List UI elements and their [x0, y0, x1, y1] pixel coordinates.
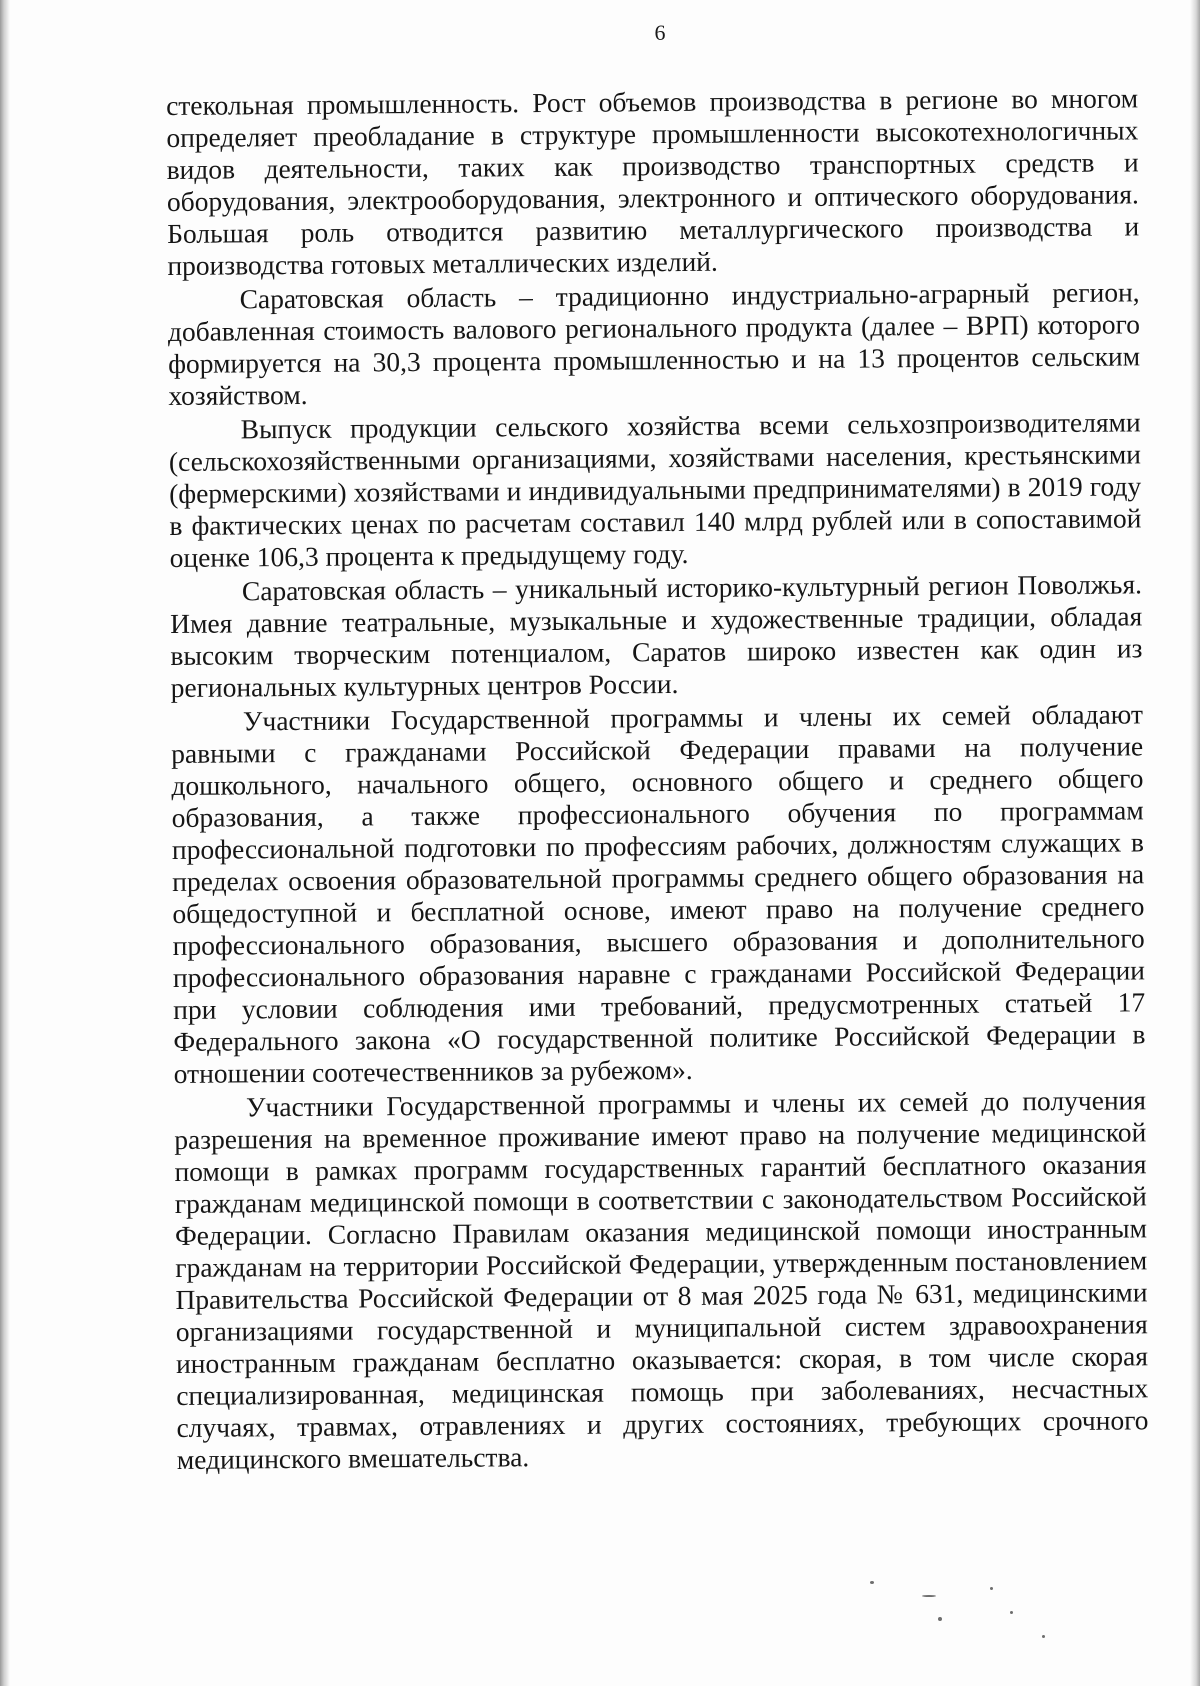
scan-speck	[990, 1587, 993, 1590]
paragraph-education-rights: Участники Государственной программы и члены их семей обладают равными с гражданами Российской Федерации правами на получение дошкольного, начального общего, основного общего и среднего общего образования, а также профессионального обучения по программам профессиональной подготовки по профессиям рабочих, должностям служащих в пределах освоения образовательной программы среднего общего образования на общедоступной и бесплатной основе, имеют право на получение среднего профессионального образования, высшего образования и дополнительного профессионального образования наравне с гражданами Российской Федерации при условии соблюдения ими требований, предусмотренных статьей 17 Федерального закона «О государственной политике Российской Федерации в отношении соотечественников за рубежом».	[171, 698, 1146, 1089]
paragraph-industry-continuation: стекольная промышленность. Рост объемов производства в регионе во многом определяет преобладание в структуре промышленности высокотехнологичных видов деятельности, таких как производство транспортных средств и оборудования, электрооборудования, электронного и оптического оборудования. Большая роль отводится развитию металлургического производства и производства готовых металлических изделий.	[166, 82, 1140, 281]
scan-edge-right	[1190, 0, 1200, 1686]
scan-edge-left	[0, 0, 10, 1686]
scan-specks	[860, 1575, 1080, 1655]
paragraph-cultural-region: Саратовская область – уникальный историко-культурный регион Поволжья. Имея давние театральные, музыкальные и художественные традиции, обладая высоким творческим потенциалом, Саратов широко известен как один из региональных культурных центров России.	[170, 568, 1143, 703]
scan-speck	[922, 1595, 936, 1597]
scan-speck	[1042, 1635, 1045, 1638]
paragraph-agro-industrial: Саратовская область – традиционно индустриально-аграрный регион, добавленная стоимость валового регионального продукта (далее – ВРП) которого формируется на 30,3 процента промышленностью и на 13 процентов сельским хозяйством.	[167, 276, 1141, 411]
paragraph-medical-assistance: Участники Государственной программы и члены их семей до получения разрешения на временное проживание имеют право на получение медицинской помощи в рамках программ государственных гарантий бесплатного оказания гражданам медицинской помощи в соответствии с законодательством Российской Федерации. Согласно Правилам оказания медицинской помощи иностранным гражданам на территории Российской Федерации, утвержденным постановлением Правительства Российской Федерации от 8 мая 2025 года № 631, медицинскими организациями государственной и муниципальной систем здравоохранения иностранным гражданам бесплатно оказывается: скорая, в том числе скорая специализированная, медицинская помощь при заболеваниях, несчастных случаях, травмах, отравлениях и других состояниях, требующих срочного медицинского вмешательства.	[174, 1084, 1149, 1475]
paragraph-agriculture-output: Выпуск продукции сельского хозяйства всеми сельхозпроизводителями (сельскохозяйственными организациями, хозяйствами населения, крестьянскими (фермерскими) хозяйствами и индивидуальными предпринимателями) в 2019 году в фактических ценах по расчетам составил 140 млрд рублей или в сопоставимой оценке 106,3 процента к предыдущему году.	[168, 406, 1142, 573]
page-number: 6	[654, 20, 666, 45]
scan-speck	[1010, 1611, 1013, 1614]
scan-speck	[938, 1617, 942, 1621]
scan-speck	[870, 1581, 874, 1584]
document-body	[166, 82, 1149, 1478]
